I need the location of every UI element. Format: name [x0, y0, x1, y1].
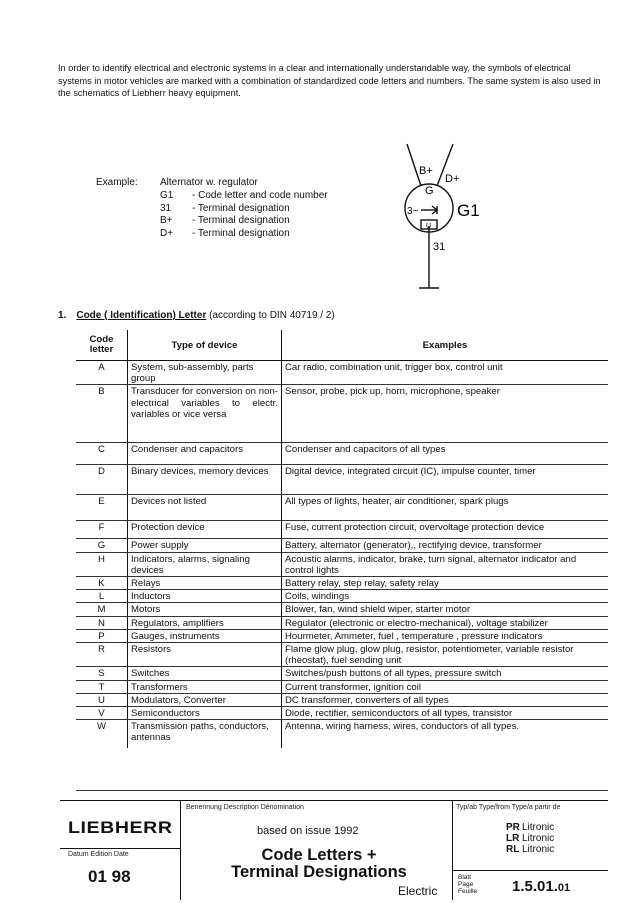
table-row	[76, 643, 608, 667]
issue-note: based on issue 1992	[257, 825, 359, 837]
example-line: D+ - Terminal designation	[160, 228, 290, 240]
examples-cell: Regulator (electronic or electro-mechanical), voltage stabilizer	[282, 616, 609, 629]
type-cell: Devices not listed	[128, 495, 282, 521]
table-row	[76, 590, 608, 603]
code-cell: V	[76, 707, 128, 720]
code-cell: H	[76, 552, 128, 576]
intro-paragraph: In order to identify electrical and electronic systems in a clear and internationally understandable way, the symbols of electrical systems in motor vehicles are marked with a combination of standardized code letters and numbers. The same system is also used in the schematics of Liebherr heavy equipment.	[58, 63, 601, 98]
examples-cell: Sensor, probe, pick up, horn, microphone, speaker	[282, 385, 609, 443]
examples-cell: All types of lights, heater, air conditioner, spark plugs	[282, 495, 609, 521]
table-row	[76, 539, 608, 552]
type-cell: Gauges, instruments	[128, 629, 282, 642]
code-cell: G	[76, 539, 128, 552]
example-title: Alternator w. regulator	[160, 177, 258, 188]
table-row	[76, 521, 608, 539]
header-code: Code letter	[76, 330, 128, 361]
g1-label: G1	[457, 201, 480, 220]
type-cell: Resistors	[128, 643, 282, 667]
type-cell: System, sub-assembly, parts group	[128, 361, 282, 385]
type-cell: Semiconductors	[128, 707, 282, 720]
example-line: G1 - Code letter and code number	[160, 189, 328, 201]
code-cell: P	[76, 629, 128, 642]
examples-cell: Digital device, integrated circuit (IC), impulse counter, timer	[282, 465, 609, 495]
table-row	[76, 616, 608, 629]
code-cell: K	[76, 577, 128, 590]
code-letter-table	[76, 330, 608, 748]
examples-cell: Switches/push buttons of all types, pressure switch	[282, 667, 609, 680]
edition-date: 01 98	[88, 867, 131, 886]
examples-cell: Battery relay, step relay, safety relay	[282, 577, 609, 590]
table-row	[76, 385, 608, 443]
examples-cell: DC transformer, converters of all types	[282, 693, 609, 706]
type-cell: Condenser and capacitors	[128, 443, 282, 465]
table-row	[76, 667, 608, 680]
type-cell: Relays	[128, 577, 282, 590]
table-row	[76, 465, 608, 495]
code-cell: T	[76, 680, 128, 693]
code-cell: R	[76, 643, 128, 667]
page-number: 1.5.01.01	[512, 878, 571, 895]
example-line: B+ - Terminal designation	[160, 215, 290, 227]
code-cell: F	[76, 521, 128, 539]
examples-cell: Current transformer, ignition coil	[282, 680, 609, 693]
examples-cell: Fuse, current protection circuit, overvoltage protection device	[282, 521, 609, 539]
examples-cell: Car radio, combination unit, trigger box, control unit	[282, 361, 609, 385]
type-cell: Transducer for conversion on non-electrical variables to electr. variables or vice versa	[128, 385, 282, 443]
table-row	[76, 495, 608, 521]
document-title: Code Letters + Terminal Designations	[231, 846, 407, 881]
table-header-row	[76, 330, 608, 361]
type-cell: Indicators, alarms, signaling devices	[128, 552, 282, 576]
example-lines	[160, 177, 328, 241]
examples-cell: Diode, rectifier, semiconductors of all types, transistor	[282, 707, 609, 720]
examples-cell: Condenser and capacitors of all types	[282, 443, 609, 465]
type-label: Typ/ab Type/from Type/a partir de	[456, 804, 561, 811]
g-label: G	[425, 185, 434, 197]
table-row	[76, 577, 608, 590]
code-cell: C	[76, 443, 128, 465]
terminal-31-label: 31	[433, 241, 446, 253]
type-cell: Binary devices, memory devices	[128, 465, 282, 495]
type-entry: PR Litronic	[506, 822, 555, 833]
type-entry: LR Litronic	[506, 833, 555, 844]
code-cell: E	[76, 495, 128, 521]
b-plus-label: B+	[419, 165, 433, 177]
table-end-rule	[76, 790, 608, 791]
code-cell: W	[76, 720, 128, 748]
code-cell: M	[76, 603, 128, 616]
type-cell: Power supply	[128, 539, 282, 552]
table-row	[76, 629, 608, 642]
type-cell: Motors	[128, 603, 282, 616]
code-cell: L	[76, 590, 128, 603]
electric-label: Electric	[398, 884, 438, 898]
example-line: 31 - Terminal designation	[160, 202, 290, 214]
examples-cell: Battery, alternator (generator),, rectifying device, transformer	[282, 539, 609, 552]
header-examples: Examples	[282, 330, 609, 361]
table-row	[76, 707, 608, 720]
code-cell: D	[76, 465, 128, 495]
three-phase-label: 3~	[407, 206, 419, 217]
title-block	[60, 800, 608, 900]
examples-cell: Antenna, wiring harness, wires, conductors of all types.	[285, 721, 520, 733]
type-cell: Inductors	[128, 590, 282, 603]
table-row	[76, 693, 608, 706]
code-cell: N	[76, 616, 128, 629]
table-row	[76, 361, 608, 385]
code-cell: A	[76, 361, 128, 385]
table-row	[76, 720, 608, 748]
examples-cell: Acoustic alarms, indicator, brake, turn signal, alternator indicator and control lights	[282, 552, 609, 576]
d-plus-label: D+	[445, 173, 460, 185]
type-cell: Transformers	[128, 680, 282, 693]
type-cell: Regulators, amplifiers	[128, 616, 282, 629]
denomination-label: Benennung Description Dénomination	[186, 804, 304, 811]
code-cell: B	[76, 385, 128, 443]
examples-cell: Hourmeter, Ammeter, fuel , temperature , pressure indicators	[282, 629, 609, 642]
type-cell: Protection device	[128, 521, 282, 539]
type-cell: Switches	[128, 667, 282, 680]
code-cell: U	[76, 693, 128, 706]
table-row	[76, 603, 608, 616]
alternator-symbol	[395, 140, 505, 290]
date-label: Datum Edition Date	[68, 851, 129, 858]
type-cell: Transmission paths, conductors, antennas	[128, 720, 282, 748]
header-type: Type of device	[128, 330, 282, 361]
table-row	[76, 680, 608, 693]
type-entry: RL Litronic	[506, 844, 555, 855]
example-label: Example:	[96, 177, 138, 188]
type-cell: Modulators, Converter	[128, 693, 282, 706]
examples-cell: Blower, fan, wind shield wiper, starter motor	[282, 603, 609, 616]
liebherr-logo: LIEBHERR	[68, 818, 173, 837]
u-label: U	[426, 223, 432, 230]
examples-cell: Flame glow plug, glow plug, resistor, potentiometer, variable resistor (rheostat), fuel sending unit	[282, 643, 609, 667]
machine-types	[506, 822, 554, 855]
code-cell: S	[76, 667, 128, 680]
table-row	[76, 443, 608, 465]
examples-cell: Coils, windings	[282, 590, 609, 603]
table-row	[76, 552, 608, 576]
page-label: Blatt Page Feuille	[458, 874, 478, 895]
section-heading: 1. Code ( Identification) Letter (according to DIN 40719 / 2)	[58, 310, 335, 321]
